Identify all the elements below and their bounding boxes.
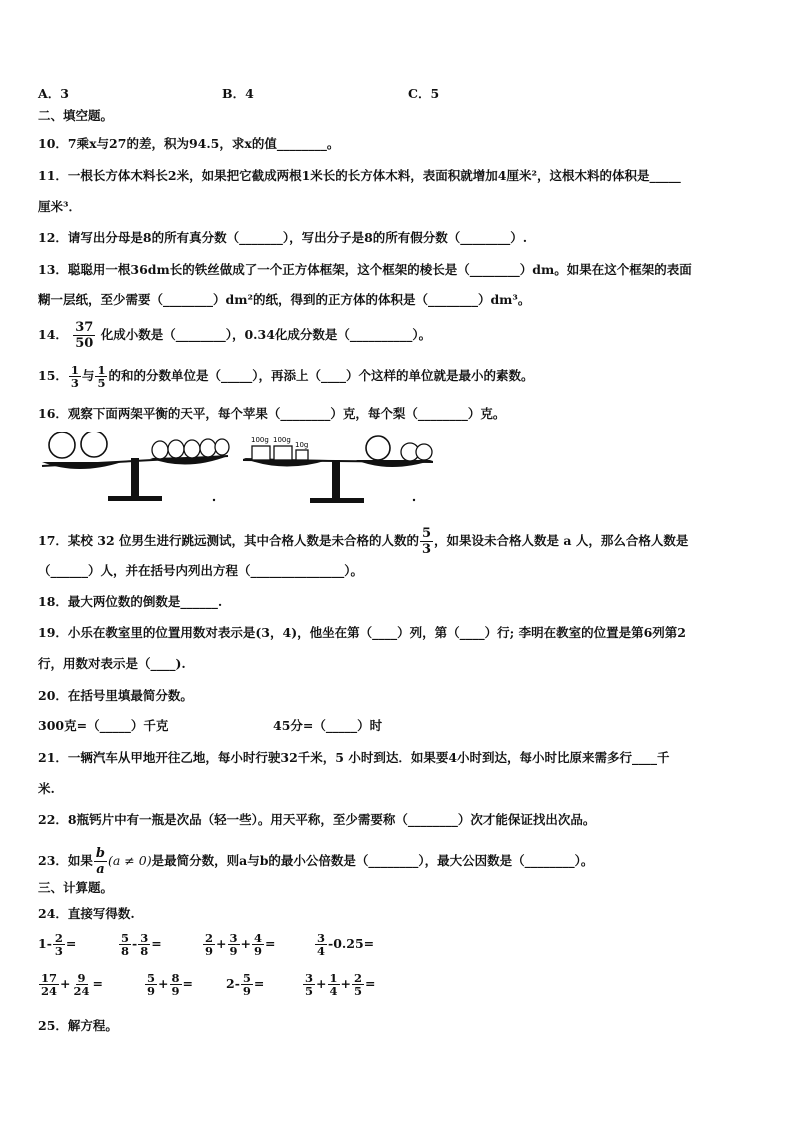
question-23 bbox=[38, 846, 593, 877]
numerator: 2 bbox=[354, 971, 363, 985]
q14-rest: 化成小数是（________），0.34化成分数是（__________）。 bbox=[100, 327, 432, 342]
question-20: 20．在括号里填最简分数。 bbox=[38, 688, 193, 703]
pear-icon bbox=[200, 439, 216, 457]
denominator: 5 bbox=[97, 376, 106, 390]
calc-item-7 bbox=[226, 972, 264, 997]
balance-scales-illustration bbox=[38, 432, 438, 508]
apple-icon bbox=[366, 436, 390, 460]
denominator: a bbox=[96, 862, 105, 877]
question-17-line2: （______）人，并在括号内列出方程（_______________）。 bbox=[38, 563, 364, 578]
calc-tail: = bbox=[151, 936, 162, 951]
calc-item-4 bbox=[314, 932, 374, 957]
numerator: 9 bbox=[77, 971, 86, 985]
numerator: 3 bbox=[229, 931, 238, 945]
numerator: 1 bbox=[97, 363, 106, 377]
calc-tail: = bbox=[253, 976, 265, 991]
question-16: 16．观察下面两架平衡的天平，每个苹果（________）克，每个梨（________）克。 bbox=[38, 406, 506, 421]
right-balance bbox=[243, 436, 433, 503]
fraction bbox=[328, 972, 340, 997]
numerator: 4 bbox=[254, 931, 263, 945]
numerator: 8 bbox=[171, 971, 180, 985]
fraction bbox=[315, 932, 327, 957]
calc-lead: 2- bbox=[226, 976, 240, 991]
question-13-line2: 糊一层纸，至少需要（________）dm²的纸，得到的正方体的体积是（________）dm³。 bbox=[38, 292, 531, 307]
question-19-line2: 行，用数对表示是（____). bbox=[38, 656, 186, 671]
denominator: 3 bbox=[70, 376, 79, 390]
question-11-line1: 11．一根长方体木料长2米，如果把它截成两根1米长的长方体木料，表面积就增加4厘米²，这根木料的体积是_____ bbox=[38, 168, 681, 183]
fraction bbox=[252, 932, 264, 957]
denominator: 3 bbox=[422, 542, 432, 557]
option-b: B．4 bbox=[222, 86, 254, 101]
denominator: 8 bbox=[121, 944, 130, 958]
calc-lead: 1- bbox=[38, 936, 52, 951]
calc-tail: = bbox=[65, 936, 77, 951]
option-c: C．5 bbox=[408, 86, 440, 101]
numerator: 17 bbox=[41, 971, 58, 985]
weight-label: 100g bbox=[251, 436, 269, 444]
operator: + bbox=[316, 976, 327, 991]
numerator: 5 bbox=[422, 526, 432, 541]
numerator: 3 bbox=[140, 931, 149, 945]
fraction bbox=[303, 972, 315, 997]
pear-icon bbox=[215, 439, 229, 455]
fraction bbox=[53, 932, 65, 957]
numerator: 3 bbox=[305, 971, 314, 985]
fraction bbox=[241, 972, 253, 997]
operator: + bbox=[60, 976, 71, 991]
pear-icon bbox=[184, 440, 200, 458]
calc-tail: = bbox=[182, 976, 193, 991]
fraction bbox=[73, 320, 95, 351]
denominator: 9 bbox=[254, 944, 263, 958]
option-a: A．3 bbox=[38, 86, 69, 101]
question-11-line2: 厘米³． bbox=[38, 199, 81, 214]
left-balance bbox=[42, 432, 229, 501]
q14-prefix: 14． bbox=[38, 327, 68, 342]
question-20-a: 300克=（_____）千克 bbox=[38, 718, 169, 733]
fraction bbox=[203, 932, 215, 957]
calc-tail: -0.25= bbox=[328, 936, 375, 951]
denominator: 5 bbox=[305, 984, 314, 998]
numerator: b bbox=[95, 846, 105, 861]
question-15 bbox=[38, 364, 533, 389]
apple-icon bbox=[49, 432, 75, 458]
q15-mid: 与 bbox=[81, 368, 95, 383]
pear-icon bbox=[152, 441, 168, 459]
question-19-line1: 19．小乐在教室里的位置用数对表示是(3，4)，他坐在第（____）列，第（____）行; 李明在教室的位置是第6列第2 bbox=[38, 625, 686, 640]
weight-icon bbox=[296, 450, 308, 460]
question-14 bbox=[38, 320, 431, 351]
apple-icon bbox=[81, 432, 107, 457]
question-17-line1 bbox=[38, 526, 688, 557]
operator: + bbox=[216, 936, 227, 951]
question-12: 12．请写出分母是8的所有真分数（_______），写出分子是8的所有假分数（________）. bbox=[38, 230, 528, 245]
section3-title: 三、计算题。 bbox=[38, 880, 114, 895]
weight-label: 10g bbox=[295, 441, 309, 449]
fraction bbox=[420, 526, 433, 557]
denominator: 3 bbox=[54, 944, 63, 958]
question-22: 22．8瓶钙片中有一瓶是次品（轻一些）。用天平称，至少需要称（________）次才能保证找出次品。 bbox=[38, 812, 596, 827]
calc-item-1 bbox=[38, 932, 76, 957]
operator: - bbox=[132, 936, 138, 951]
pear-icon bbox=[416, 444, 432, 460]
weight-icon bbox=[274, 446, 292, 460]
numerator: 2 bbox=[54, 931, 63, 945]
denominator: 9 bbox=[147, 984, 156, 998]
section2-title: 二、填空题。 bbox=[38, 108, 114, 123]
calc-item-3 bbox=[202, 932, 276, 957]
fraction bbox=[72, 972, 92, 997]
q23-condition: (a ≠ 0) bbox=[108, 853, 152, 868]
calc-tail: = bbox=[265, 936, 276, 951]
calc-item-8 bbox=[302, 972, 376, 997]
denominator: 9 bbox=[205, 944, 214, 958]
question-10: 10．7乘x与27的差，积为94.5，求x的值________。 bbox=[38, 136, 340, 151]
fraction bbox=[94, 846, 107, 877]
calc-tail: = bbox=[365, 976, 376, 991]
operator: + bbox=[158, 976, 169, 991]
q23-rest: 是最简分数，则a与b的最小公倍数是（________），最大公因数是（________）。 bbox=[151, 853, 594, 868]
q23-prefix: 23．如果 bbox=[38, 853, 93, 868]
denominator: 4 bbox=[317, 944, 326, 958]
pear-icon bbox=[168, 440, 184, 458]
numerator: 5 bbox=[121, 931, 130, 945]
fraction bbox=[119, 932, 131, 957]
weight-icon bbox=[252, 446, 270, 460]
denominator: 4 bbox=[329, 984, 338, 998]
denominator: 24 bbox=[73, 984, 90, 998]
fraction bbox=[138, 932, 150, 957]
operator: + bbox=[240, 936, 251, 951]
numerator: 3 bbox=[317, 931, 326, 945]
denominator: 9 bbox=[242, 984, 251, 998]
denominator: 9 bbox=[171, 984, 180, 998]
fraction bbox=[352, 972, 364, 997]
fraction bbox=[95, 364, 107, 389]
numerator: 1 bbox=[70, 363, 79, 377]
calc-item-2 bbox=[118, 932, 162, 957]
fraction bbox=[69, 364, 81, 389]
fraction bbox=[145, 972, 157, 997]
numerator: 5 bbox=[147, 971, 156, 985]
question-21-line2: 米. bbox=[38, 781, 55, 796]
denominator: 5 bbox=[354, 984, 363, 998]
q17-rest: ，如果设未合格人数是 a 人，那么合格人数是 bbox=[434, 533, 689, 548]
fraction bbox=[39, 972, 59, 997]
question-20-b: 45分=（_____）时 bbox=[273, 718, 383, 733]
numerator: 37 bbox=[75, 320, 94, 335]
question-25: 25．解方程。 bbox=[38, 1018, 118, 1033]
calc-item-5 bbox=[38, 972, 103, 997]
q15-rest: 的和的分数单位是（_____），再添上（____）个这样的单位就是最小的素数。 bbox=[108, 368, 534, 383]
q15-prefix: 15． bbox=[38, 368, 68, 383]
operator: + bbox=[340, 976, 351, 991]
numerator: 5 bbox=[242, 971, 251, 985]
denominator: 9 bbox=[229, 944, 238, 958]
q17-text: 17．某校 32 位男生进行跳远测试，其中合格人数是未合格的人数的 bbox=[38, 533, 419, 548]
denominator: 24 bbox=[41, 984, 58, 998]
denominator: 8 bbox=[140, 944, 149, 958]
calc-tail: = bbox=[92, 976, 103, 991]
question-18: 18．最大两位数的倒数是______. bbox=[38, 594, 223, 609]
numerator: 2 bbox=[205, 931, 214, 945]
fraction bbox=[170, 972, 182, 997]
question-24: 24．直接写得数. bbox=[38, 906, 135, 921]
numerator: 1 bbox=[329, 971, 338, 985]
denominator: 50 bbox=[75, 336, 94, 351]
weight-label: 100g bbox=[273, 436, 291, 444]
question-21-line1: 21．一辆汽车从甲地开往乙地，每小时行驶32千米，5 小时到达．如果要4小时到达，每小时比原来需多行____千 bbox=[38, 750, 670, 765]
question-13-line1: 13．聪聪用一根36dm长的铁丝做成了一个正方体框架，这个框架的棱长是（________）dm。如果在这个框架的表面 bbox=[38, 262, 692, 277]
fraction bbox=[228, 932, 240, 957]
calc-item-6 bbox=[144, 972, 193, 997]
